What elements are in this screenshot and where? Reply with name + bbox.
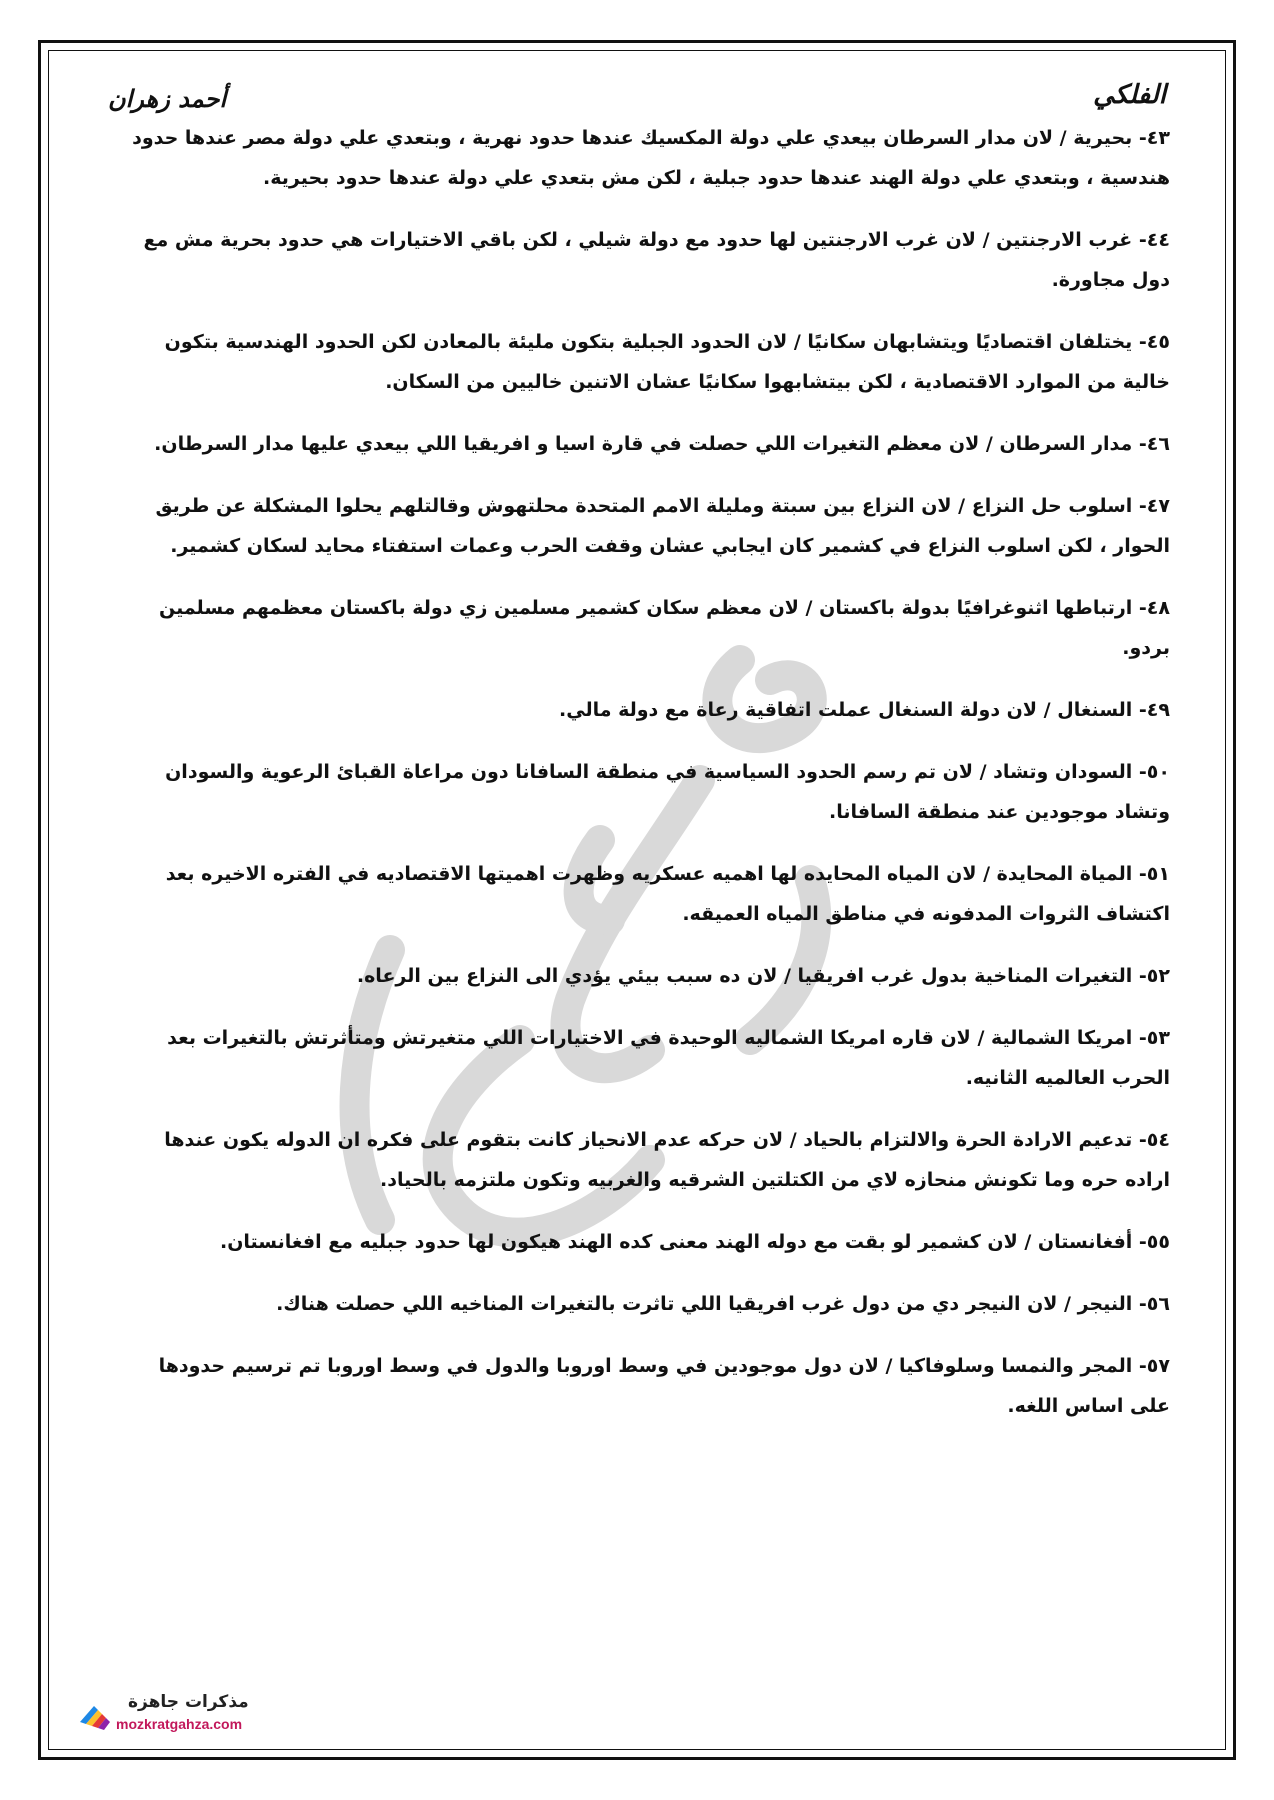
subject-title: الفلكي bbox=[1093, 80, 1166, 110]
answer-item: ٤٦- مدار السرطان / لان معظم التغيرات اللي حصلت في قارة اسيا و افريقيا اللي بيعدي عليها مدار السرطان. bbox=[154, 433, 1170, 455]
author-name: أحمد زهران bbox=[108, 84, 227, 113]
logo-text: مذكرات جاهزة bbox=[128, 1692, 249, 1712]
answer-item: ٤٧- اسلوب حل النزاع / لان النزاع بين سبتة ومليلة الامم المتحدة محلتهوش وقالتلهم يحلوا المشكلة عن طريق الحوار ، لكن اسلوب النزاع في كشمير كان ايجابي عشان وقفت الحرب وعمات استفتاء محايد لسكان كشمير. bbox=[155, 495, 1170, 557]
site-logo bbox=[76, 1690, 316, 1742]
answer-item: ٤٣- بحيرية / لان مدار السرطان بيعدي علي دولة المكسيك عندها حدود نهرية ، وبتعدي علي دولة مصر عندها حدود هندسية ، وبتعدي علي دولة الهند عندها حدود جبلية ، لكن مش بتعدي علي دولة عندها حدود بحيرية. bbox=[132, 127, 1170, 189]
answer-item: ٥٣- امريكا الشمالية / لان قاره امريكا الشماليه الوحيدة في الاختيارات اللي متغيرتش ومتأثرتش بالتغيرات بعد الحرب العالميه الثانيه. bbox=[167, 1027, 1170, 1089]
answer-item: ٥٥- أفغانستان / لان كشمير لو بقت مع دوله الهند معنى كده الهند هيكون لها حدود جبليه مع افغانستان. bbox=[219, 1231, 1170, 1253]
answer-item: ٥٦- النيجر / لان النيجر دي من دول غرب افريقيا اللي تاثرت بالتغيرات المناخيه اللي حصلت هناك. bbox=[276, 1293, 1170, 1315]
answer-item: ٤٥- يختلفان اقتصاديًا ويتشابهان سكانيًا / لان الحدود الجبلية بتكون مليئة بالمعادن لكن الحدود الهندسية بتكون خالية من الموارد الاقتصادية ، لكن بيتشابهوا سكانيًا عشان الاتنين خاليين من السكان. bbox=[164, 331, 1170, 393]
book-stack-icon bbox=[76, 1692, 116, 1732]
answer-item: ٤٨- ارتباطها اثنوغرافيًا بدولة باكستان / لان معظم سكان كشمير مسلمين زي دولة باكستان معظمهم مسلمين بردو. bbox=[158, 597, 1170, 659]
answer-item: ٥٢- التغيرات المناخية بدول غرب افريقيا / لان ده سبب بيئي يؤدي الى النزاع بين الرعاه. bbox=[356, 965, 1170, 987]
answer-item: ٤٤- غرب الارجنتين / لان غرب الارجنتين لها حدود مع دولة شيلي ، لكن باقي الاختيارات هي حدود بحرية مش مع دول مجاورة. bbox=[143, 229, 1170, 291]
logo-url: mozkratgahza.com bbox=[116, 1716, 243, 1732]
answer-item: ٥٤- تدعيم الارادة الحرة والالتزام بالحياد / لان حركه عدم الانحياز كانت بتقوم على فكره ان الدوله يكون عندها اراده حره وما تكونش منحازه لاي من الكتلتين الشرقيه والغربيه وتكون ملتزمه بالحياد. bbox=[164, 1129, 1170, 1191]
answer-item: ٥٠- السودان وتشاد / لان تم رسم الحدود السياسية في منطقة السافانا دون مراعاة القبائ الرعوية والسودان وتشاد موجودين عند منطقة السافانا. bbox=[165, 761, 1170, 823]
answer-item: ٤٩- السنغال / لان دولة السنغال عملت اتفاقية رعاة مع دولة مالي. bbox=[559, 699, 1170, 721]
answers-list bbox=[122, 118, 1170, 1448]
answer-item: ٥٧- المجر والنمسا وسلوفاكيا / لان دول موجودين في وسط اوروبا والدول في وسط اوروبا تم ترسيم حدودها على اساس اللغه. bbox=[158, 1355, 1170, 1417]
answer-item: ٥١- المياة المحايدة / لان المياه المحايده لها اهميه عسكريه وظهرت اهميتها الاقتصاديه في الفتره الاخيره بعد اكتشاف الثروات المدفونه في مناطق المياه العميقه. bbox=[165, 863, 1170, 925]
